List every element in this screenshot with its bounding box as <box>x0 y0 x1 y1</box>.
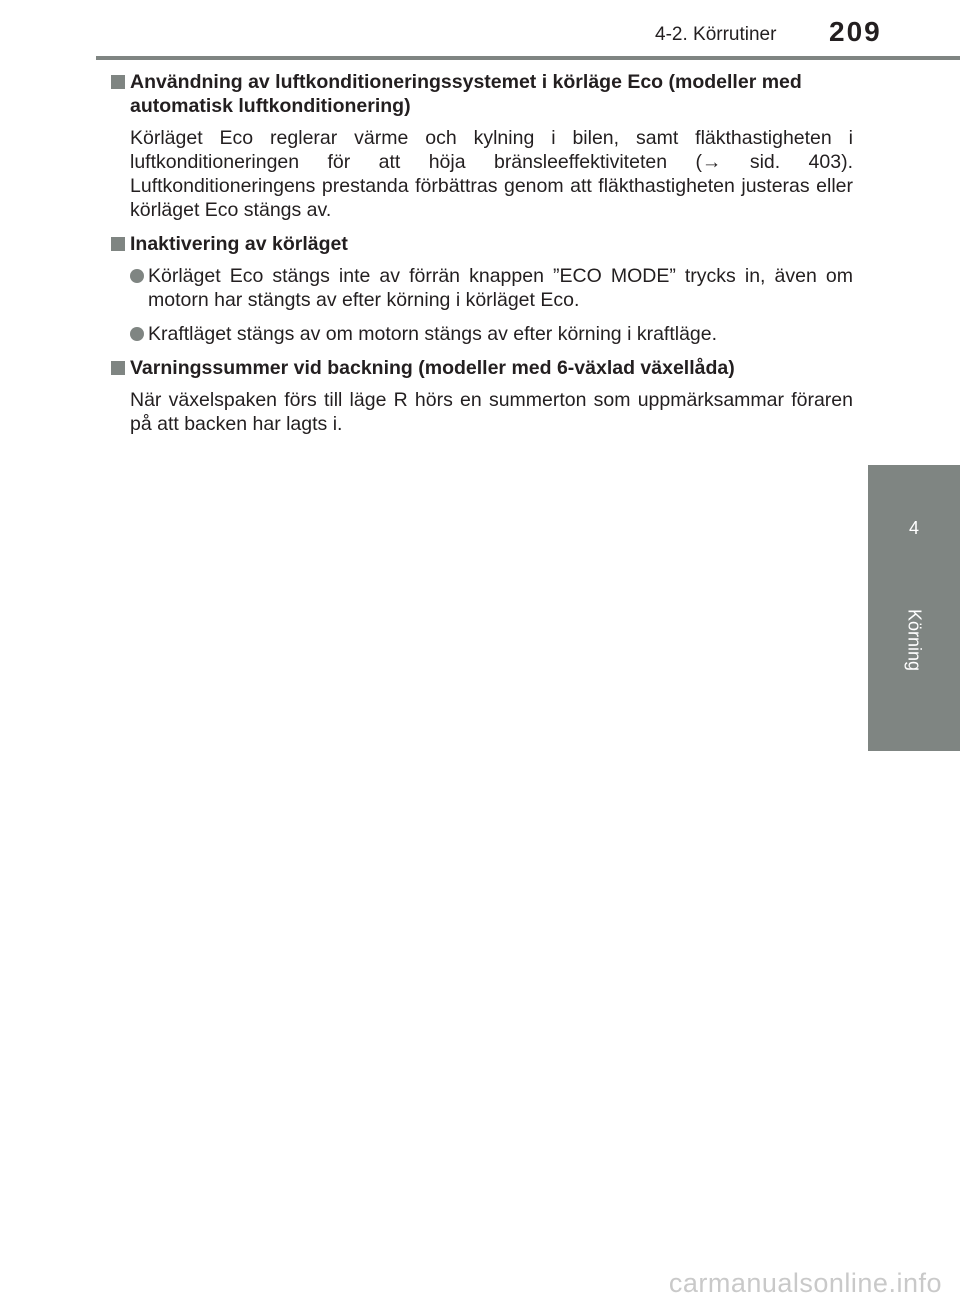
heading-deactivation-text: Inaktivering av körläget <box>130 233 348 255</box>
section-title: 4-2. Körrutiner <box>655 24 777 45</box>
square-bullet-icon <box>111 237 125 251</box>
heading-reverse-buzzer-text: Varningssummer vid backning (modeller med 6-växlad växellåda) <box>130 357 735 379</box>
square-bullet-icon <box>111 75 125 89</box>
square-bullet-icon <box>111 361 125 375</box>
chapter-number: 4 <box>908 518 919 538</box>
bullet-power-off <box>111 322 853 346</box>
bullet-power-off-text: Kraftläget stängs av om motorn stängs av efter körning i kraftläge. <box>148 323 718 345</box>
round-bullet-icon <box>130 269 144 283</box>
chapter-tab <box>868 465 960 751</box>
heading-deactivation <box>111 232 853 256</box>
round-bullet-icon <box>130 327 144 341</box>
heading-reverse-buzzer <box>111 356 853 380</box>
bullet-eco-off <box>111 264 853 312</box>
watermark: carmanualsonline.info <box>668 1268 942 1298</box>
page-number: 209 <box>829 16 882 47</box>
chapter-title: Körning <box>904 608 925 672</box>
bullet-eco-off-text: Körläget Eco stängs inte av förrän knappen ”ECO MODE” trycks in, även om motorn har stängts av efter körning i körläget Eco. <box>148 265 853 311</box>
heading-eco-ac <box>111 70 853 118</box>
header-divider <box>96 56 960 60</box>
heading-eco-ac-text: Användning av luftkonditioneringssystemet i körläge Eco (modeller med automatisk luftkonditionering) <box>130 71 802 117</box>
page-content <box>111 70 853 446</box>
paragraph-reverse-buzzer: När växelspaken förs till läge R hörs en summerton som uppmärksammar föraren på att backen har lagts i. <box>130 389 853 435</box>
paragraph-eco-ac: Körläget Eco reglerar värme och kylning i bilen, samt fläkthastigheten i luftkonditioneringen för att höja bränsleeffektiviteten (→ sid. 403). Luftkonditioneringens prestanda förbättras genom att fläkthastigheten justeras eller körläget Eco stängs av. <box>130 127 853 221</box>
